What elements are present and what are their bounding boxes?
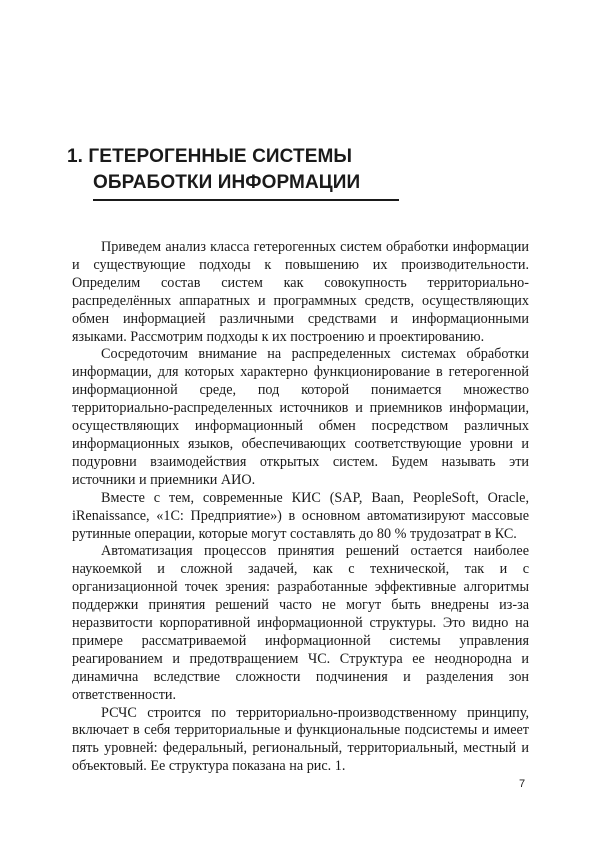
paragraph-5: РСЧС строится по территориально-производственному принципу, включает в себя территориальные и функциональные подсистемы и имеет пять уровней: федеральный, региональный, территориальный, местный и объектовый. Ее структура показана на рис. 1. (72, 704, 529, 775)
chapter-heading (67, 144, 527, 201)
paragraph-3: Вместе с тем, современные КИС (SAP, Baan, PeopleSoft, Oracle, iRenaissance, «1С: Предприятие») в основном автоматизируют массовые рутинные операции, которые могут составлять до 80 % трудозатрат в КС. (72, 489, 529, 542)
paragraph-2: Сосредоточим внимание на распределенных системах обработки информации, для которых характерно функционирование в гетерогенной информационной среде, под которой понимается множество территориально-распределенных источников и приемников информации, осуществляющих информационный обмен посредством различных информационных языков, обеспечивающих соответствующие уровни и подуровни взаимодействия открытых систем. Будем называть эти источники и приемники АИО. (72, 346, 529, 488)
chapter-heading-line-1: 1. ГЕТЕРОГЕННЫЕ СИСТЕМЫ (67, 145, 353, 167)
paragraph-1: Приведем анализ класса гетерогенных систем обработки информации и существующие подходы к повышению их производительности. Определим состав систем как совокупность территориально-распределённых аппаратных и программных средств, осуществляющих обмен информацией различными средствами и информационными языками. Рассмотрим подходы к их построению и проектированию. (72, 239, 529, 345)
page-number: 7 (519, 778, 526, 790)
paragraph-4: Автоматизация процессов принятия решений остается наиболее наукоемкой и сложной задачей, как с технической, так и с организационной точек зрения: разработанные эффективные алгоритмы поддержки принятия решений часто не могут быть внедрены из-за неразвитости корпоративной информационной структуры. Это видно на примере рассматриваемой информационной системы управления реагированием и предотвращением ЧС. Структура ее неоднородна и динамична вследствие сложности подчинения и разделения зон ответственности. (72, 543, 529, 703)
body-text (72, 239, 529, 776)
chapter-heading-line-2: ОБРАБОТКИ ИНФОРМАЦИИ (93, 170, 399, 201)
